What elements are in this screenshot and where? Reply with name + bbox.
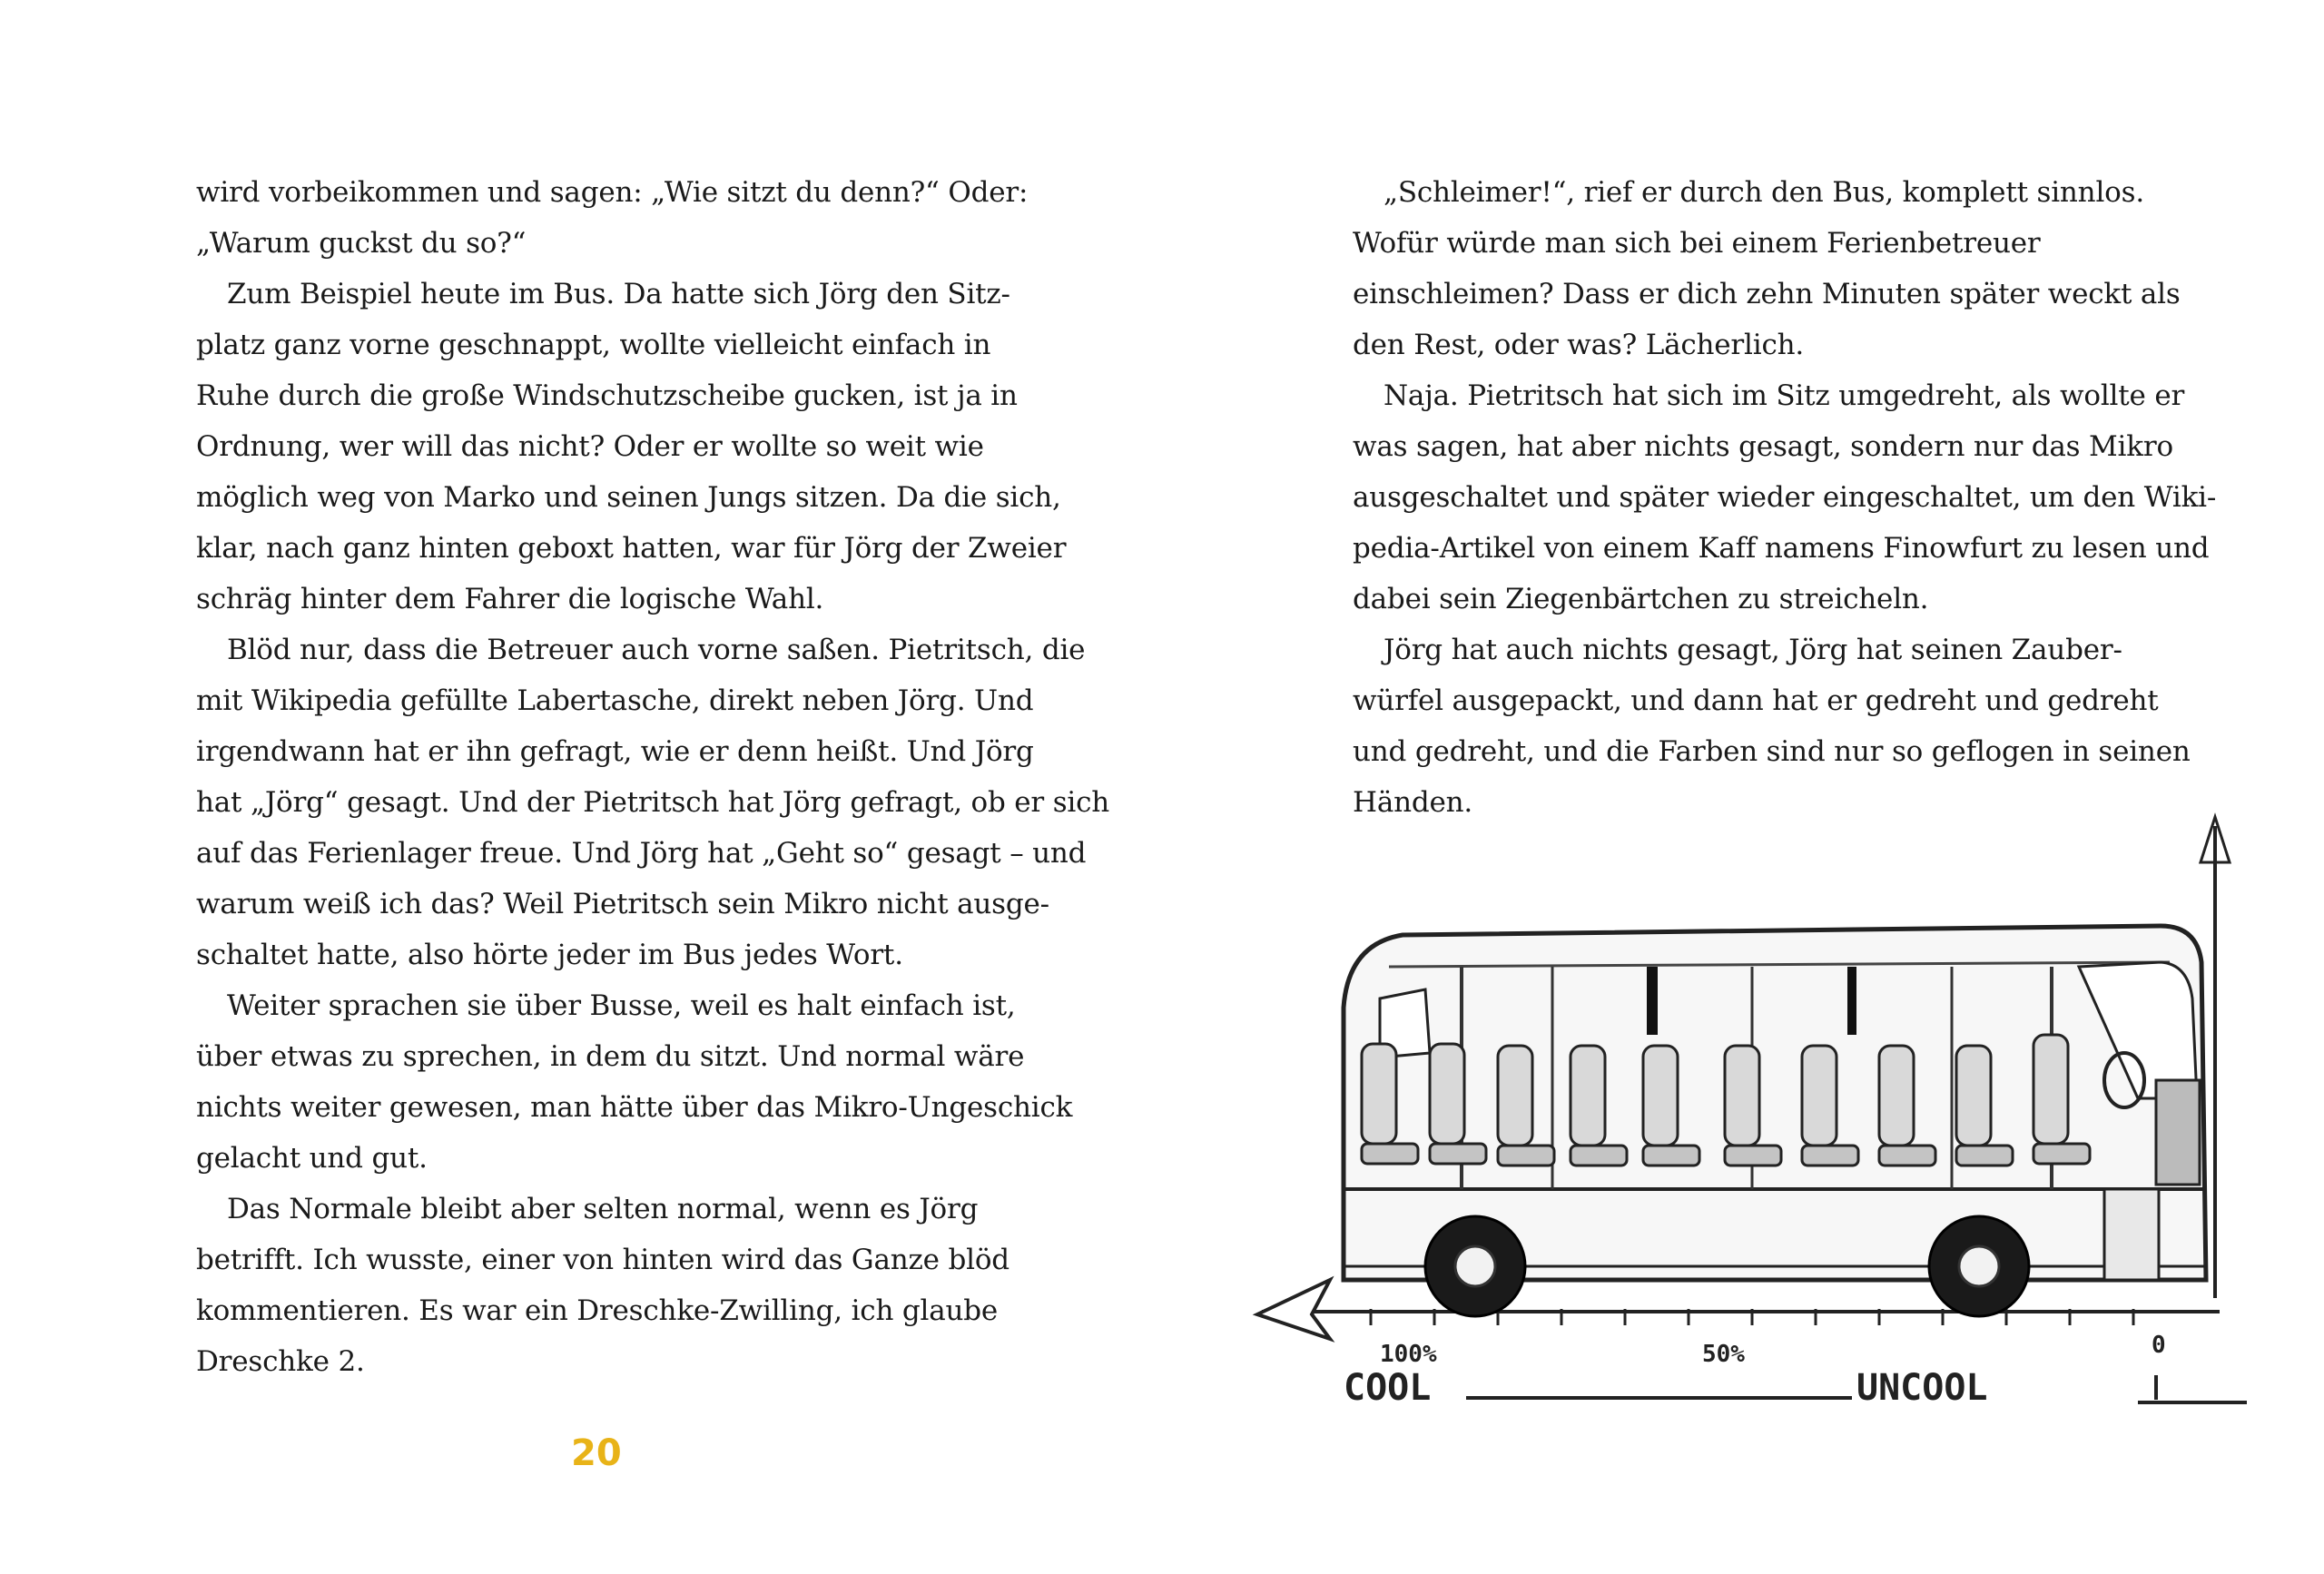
scale-label-cool: COOL bbox=[1344, 1367, 1432, 1409]
left-text-column bbox=[196, 167, 1110, 1387]
bus-icon bbox=[1344, 926, 2206, 1316]
text-line: platz ganz vorne geschnappt, wollte vielleicht einfach in bbox=[196, 329, 991, 361]
text-line: „Warum guckst du so?“ bbox=[196, 227, 527, 260]
text-line: ausgeschaltet und später wieder eingeschaltet, um den Wiki- bbox=[1353, 481, 2217, 514]
text-line: warum weiß ich das? Weil Pietritsch sein Mikro nicht ausge- bbox=[196, 888, 1049, 920]
text-line: würfel ausgepackt, und dann hat er gedreht und gedreht bbox=[1353, 684, 2159, 717]
text-line: nichts weiter gewesen, man hätte über das Mikro-Ungeschick bbox=[196, 1091, 1073, 1124]
text-line: auf das Ferienlager freue. Und Jörg hat „Geht so“ gesagt – und bbox=[196, 837, 1087, 870]
scale-tick-0: 0 bbox=[2152, 1332, 2166, 1359]
text-line: klar, nach ganz hinten geboxt hatten, war für Jörg der Zweier bbox=[196, 532, 1067, 565]
bus-drawing bbox=[1244, 808, 2251, 1443]
scale-label-uncool: UNCOOL bbox=[1856, 1367, 1988, 1409]
text-line: dabei sein Ziegenbärtchen zu streicheln. bbox=[1353, 583, 1929, 615]
text-line: Jörg hat auch nichts gesagt, Jörg hat seinen Zauber- bbox=[1384, 634, 2122, 666]
text-line: „Schleimer!“, rief er durch den Bus, komplett sinnlos. bbox=[1384, 176, 2144, 209]
text-line: hat „Jörg“ gesagt. Und der Pietritsch hat Jörg gefragt, ob er sich bbox=[196, 786, 1110, 819]
text-line: möglich weg von Marko und seinen Jungs sitzen. Da die sich, bbox=[196, 481, 1061, 514]
right-text-column bbox=[1353, 167, 2217, 828]
scale-tick-100: 100% bbox=[1380, 1341, 1437, 1368]
text-line: einschleimen? Dass er dich zehn Minuten später weckt als bbox=[1353, 278, 2181, 310]
front-wheel-icon bbox=[1929, 1216, 2029, 1316]
text-line: über etwas zu sprechen, in dem du sitzt. Und normal wäre bbox=[196, 1040, 1025, 1073]
text-line: Naja. Pietritsch hat sich im Sitz umgedreht, als wollte er bbox=[1384, 379, 2185, 412]
text-line: Weiter sprachen sie über Busse, weil es halt einfach ist, bbox=[227, 989, 1016, 1022]
text-line: betrifft. Ich wusste, einer von hinten wird das Ganze blöd bbox=[196, 1244, 1009, 1276]
text-line: pedia-Artikel von einem Kaff namens Finowfurt zu lesen und bbox=[1353, 532, 2210, 565]
text-line: den Rest, oder was? Lächerlich. bbox=[1353, 329, 1805, 361]
bus-illustration bbox=[1244, 808, 2251, 1443]
text-line: Ruhe durch die große Windschutzscheibe gucken, ist ja in bbox=[196, 379, 1018, 412]
text-line: kommentieren. Es war ein Dreschke-Zwilling, ich glaube bbox=[196, 1294, 999, 1327]
text-line: irgendwann hat er ihn gefragt, wie er denn heißt. Und Jörg bbox=[196, 735, 1034, 768]
text-line: Zum Beispiel heute im Bus. Da hatte sich Jörg den Sitz- bbox=[227, 278, 1010, 310]
text-line: wird vorbeikommen und sagen: „Wie sitzt du denn?“ Oder: bbox=[196, 176, 1029, 209]
text-line: Wofür würde man sich bei einem Ferienbetreuer bbox=[1353, 227, 2041, 260]
text-line: Dreschke 2. bbox=[196, 1345, 365, 1378]
text-line: Händen. bbox=[1353, 786, 1473, 819]
scale-tick-50: 50% bbox=[1702, 1341, 1745, 1368]
rear-wheel-icon bbox=[1425, 1216, 1525, 1316]
text-line: gelacht und gut. bbox=[196, 1142, 428, 1175]
text-line: Blöd nur, dass die Betreuer auch vorne saßen. Pietritsch, die bbox=[227, 634, 1086, 666]
text-line: schaltet hatte, also hörte jeder im Bus jedes Wort. bbox=[196, 939, 903, 971]
text-line: schräg hinter dem Fahrer die logische Wahl. bbox=[196, 583, 824, 615]
text-line: was sagen, hat aber nichts gesagt, sondern nur das Mikro bbox=[1353, 430, 2173, 463]
text-line: Ordnung, wer will das nicht? Oder er wollte so weit wie bbox=[196, 430, 984, 463]
text-line: mit Wikipedia gefüllte Labertasche, direkt neben Jörg. Und bbox=[196, 684, 1034, 717]
page-number: 20 bbox=[571, 1432, 622, 1474]
horizontal-arrow-icon bbox=[1257, 1280, 2220, 1339]
text-line: Das Normale bleibt aber selten normal, wenn es Jörg bbox=[227, 1193, 979, 1225]
text-line: und gedreht, und die Farben sind nur so geflogen in seinen bbox=[1353, 735, 2191, 768]
